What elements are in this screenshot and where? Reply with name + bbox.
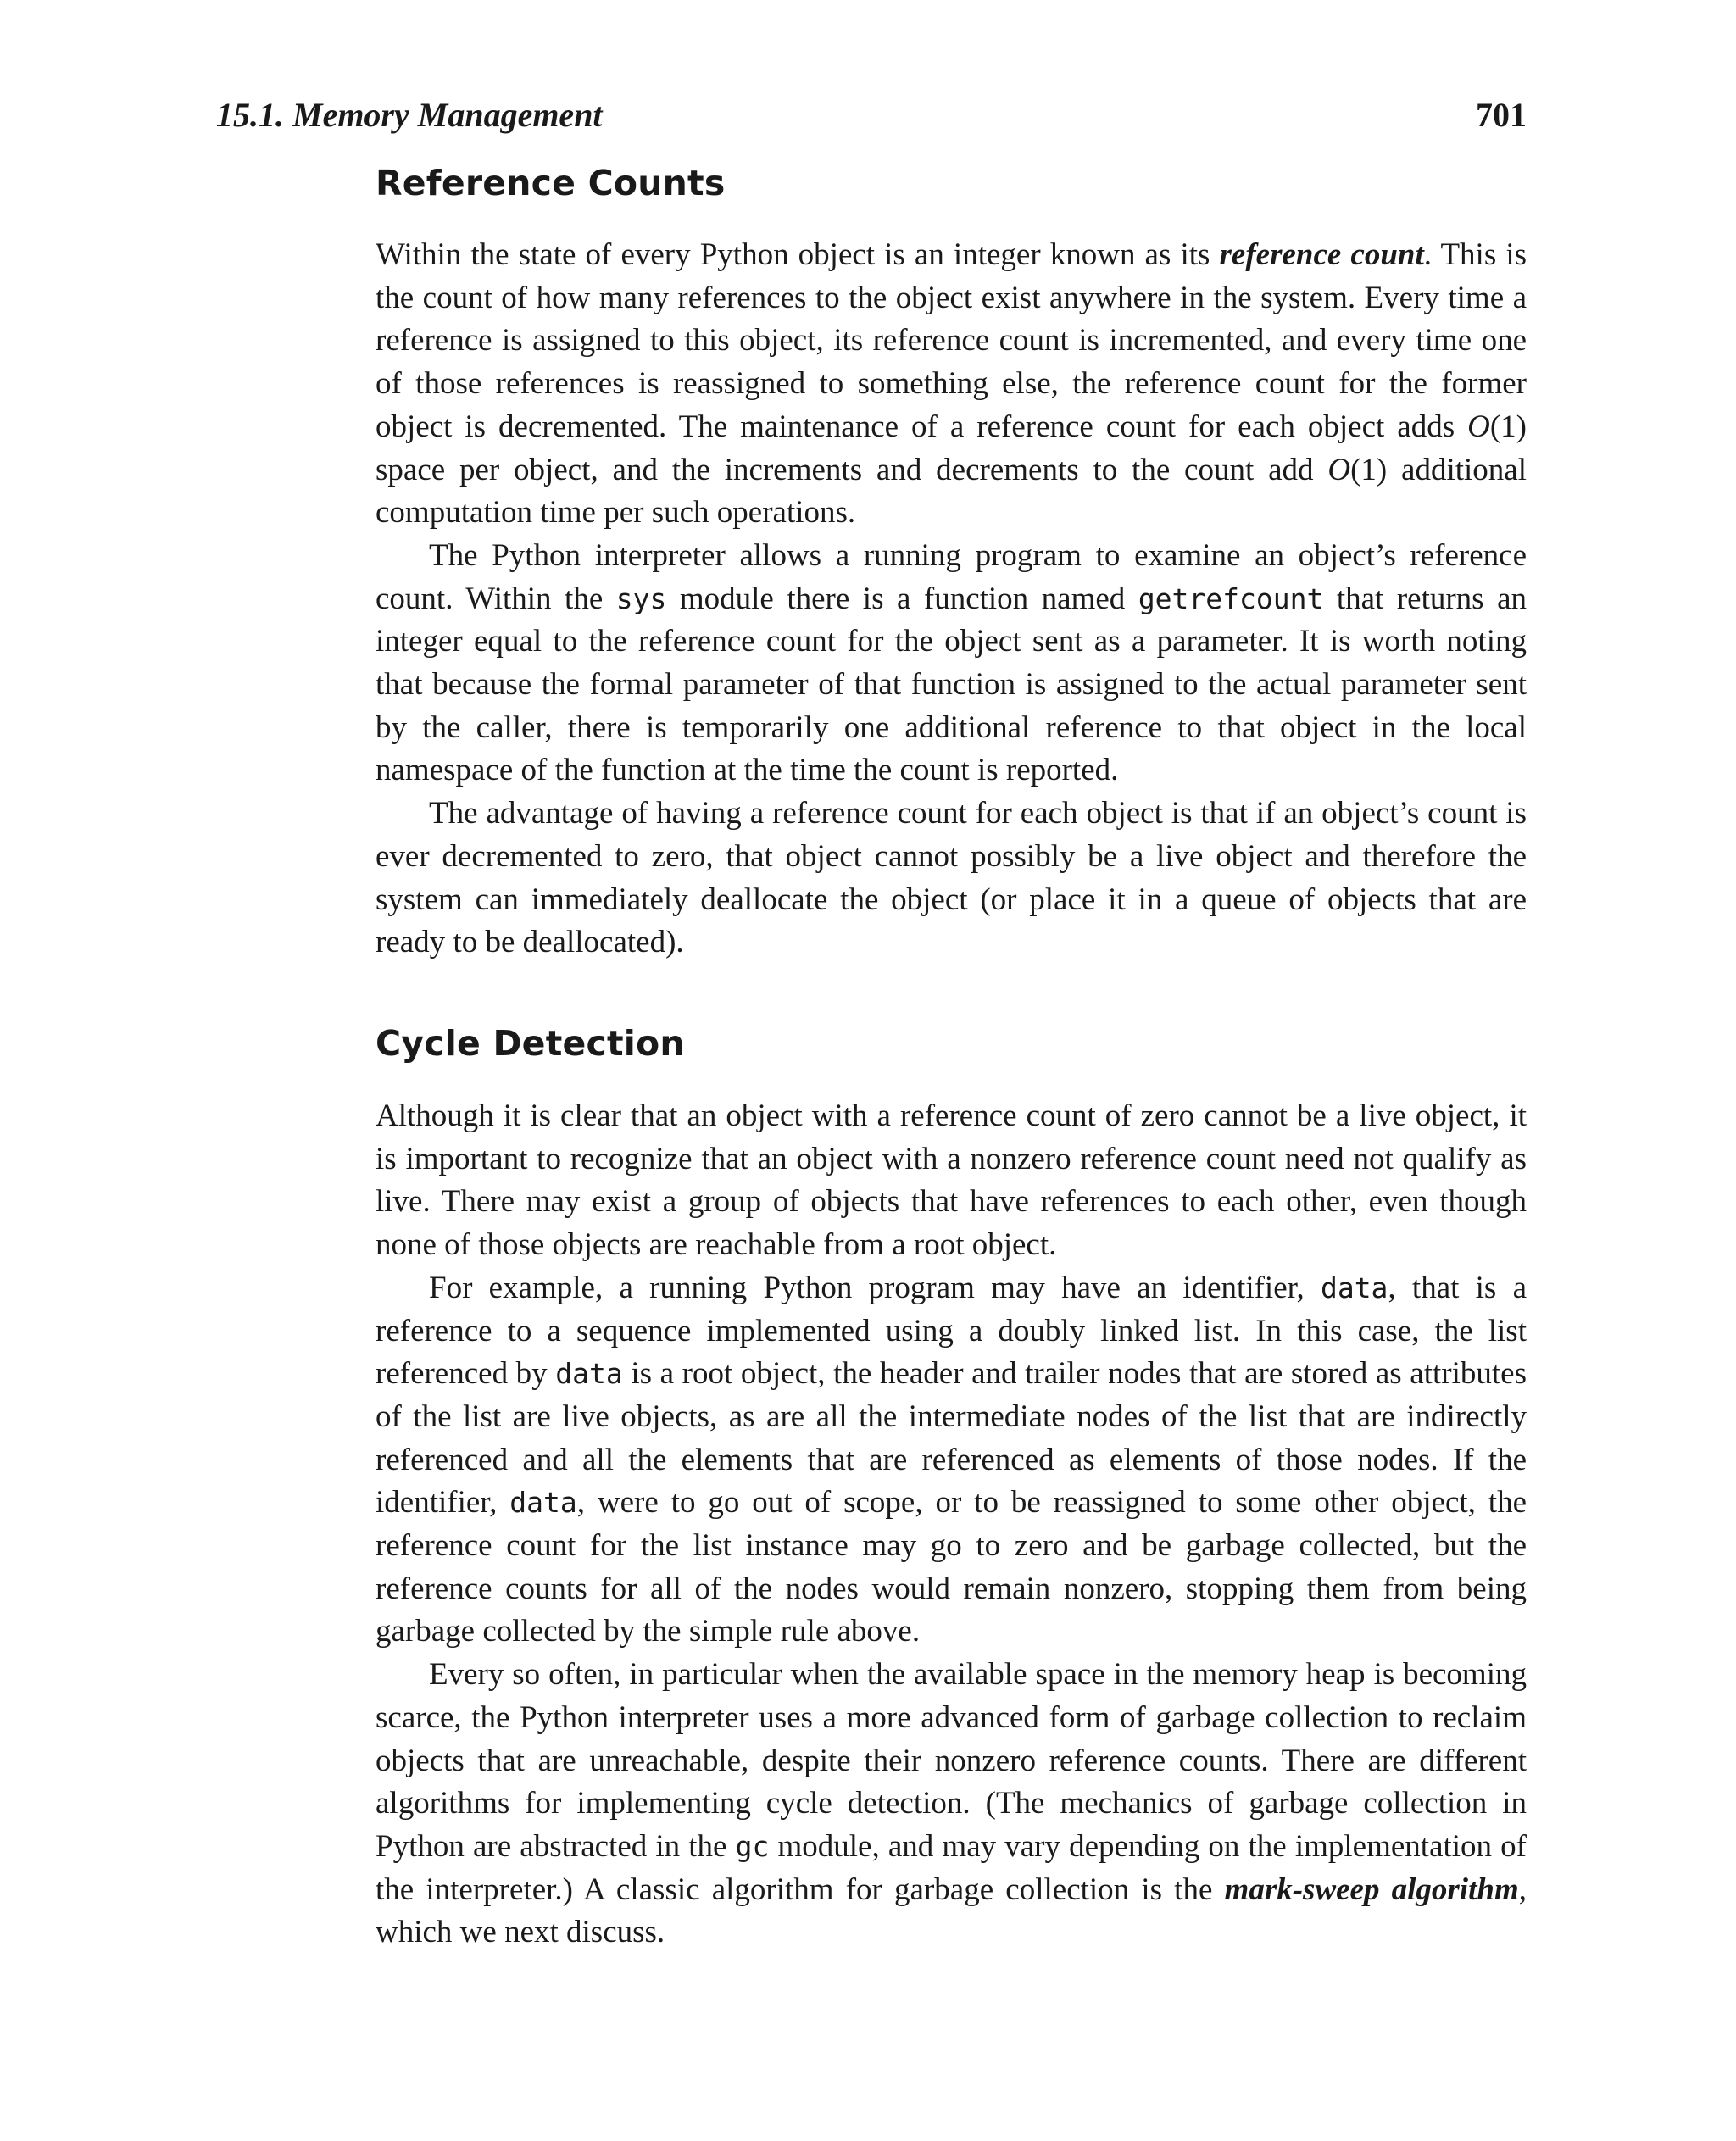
text-run: , were to go out of scope, or to be reassigned to some other object, the reference count for the list instance may go to zero and be garbage collected, but the reference counts for all of the nodes would remain nonzero, stopping them from being garbage collected by the simple rule above. <box>376 1485 1527 1649</box>
paragraph: Although it is clear that an object with a reference count of zero cannot be a live object, it is important to recognize that an object with a nonzero reference count need not qualify as live. There may exist a group of objects that have references to each other, even though none of those objects are reachable from a root object. <box>376 1098 1527 1263</box>
text-run: that returns an integer equal to the reference count for the object sent as a parameter. It is worth noting that because the formal parameter of that function is assigned to the actual parameter sent by the caller, there is temporarily one additional reference to that object in the local namespace of the function at the time the count is reported. <box>376 581 1527 788</box>
key-term: reference count <box>1219 237 1424 272</box>
text-run: . This is the count of how many references to the object exist anywhere in the system. Every time a reference is assigned to this object, its reference count is incremented, and every time one of those references is reassigned to something else, the reference count for the former object is decremented. The maintenance of a reference count for each object adds <box>376 237 1527 444</box>
math-arg: (1) <box>1350 452 1388 487</box>
paragraph <box>376 1267 1527 1654</box>
section-reference-counts <box>376 163 1527 203</box>
text-run: , that is a reference to a sequence implemented using a doubly linked list. In this case, the list referenced by <box>376 1270 1527 1392</box>
math-var: O <box>1327 452 1351 487</box>
paragraph <box>376 1654 1527 1955</box>
key-term: mark-sweep algorithm <box>1224 1871 1519 1907</box>
code-identifier: gc <box>735 1829 770 1863</box>
chapter-title: 15.1. Memory Management <box>216 96 603 134</box>
math-var: O <box>1467 409 1490 444</box>
text-run: The Python interpreter allows a running program to examine an object’s reference count. Within the <box>376 537 1527 616</box>
text-run: , which we next discuss. <box>376 1871 1527 1950</box>
paragraph <box>376 535 1527 792</box>
text-run: space per object, and the increments and decrements to the count add <box>376 452 1328 487</box>
text-run: additional computation time per such operations. <box>376 452 1527 531</box>
math-expression <box>1467 409 1527 444</box>
text-run: is a root object, the header and trailer nodes that are stored as attributes of the list are live objects, as are all the intermediate nodes of the list that are indirectly referenced and all the elements that are referenced as elements of those nodes. If the identifier, <box>376 1356 1527 1521</box>
page-number: 701 <box>1476 96 1527 134</box>
paragraph <box>376 234 1527 535</box>
math-arg: (1) <box>1489 409 1527 444</box>
text-run: For example, a running Python program may have an identifier, <box>429 1270 1321 1305</box>
section1-body <box>376 234 1527 965</box>
code-identifier: getrefcount <box>1138 581 1324 615</box>
paragraph: The advantage of having a reference count for each object is that if an object’s count is ever decremented to zero, that object cannot possibly be a live object and therefore the system can immediately deallocate the object (or place it in a queue of objects that are ready to be deallocated). <box>376 796 1527 960</box>
math-expression <box>1327 453 1387 487</box>
running-head <box>216 95 1527 146</box>
text-run: module there is a function named <box>666 581 1138 616</box>
code-identifier: data <box>555 1357 623 1391</box>
code-identifier: data <box>509 1486 577 1520</box>
text-run: module, and may vary depending on the implementation of the interpreter.) A classic algorithm for garbage collection is the <box>376 1828 1527 1907</box>
text-run: Every so often, in particular when the available space in the memory heap is becoming scarce, the Python interpreter uses a more advanced form of garbage collection to reclaim objects that are unreachable, despite their nonzero reference counts. There are different algorithms for implementing cycle detection. (The mechanics of garbage collection in Python are abstracted in the <box>376 1657 1527 1864</box>
section2-body <box>376 1095 1527 1955</box>
text-run: Within the state of every Python object is an integer known as its <box>376 237 1220 272</box>
code-identifier: data <box>1320 1271 1388 1304</box>
section-heading-cycle-detection: Cycle Detection <box>376 1023 685 1064</box>
code-identifier: sys <box>615 581 667 615</box>
section-heading-reference-counts: Reference Counts <box>376 163 726 203</box>
section-cycle-detection <box>376 1023 1527 1064</box>
